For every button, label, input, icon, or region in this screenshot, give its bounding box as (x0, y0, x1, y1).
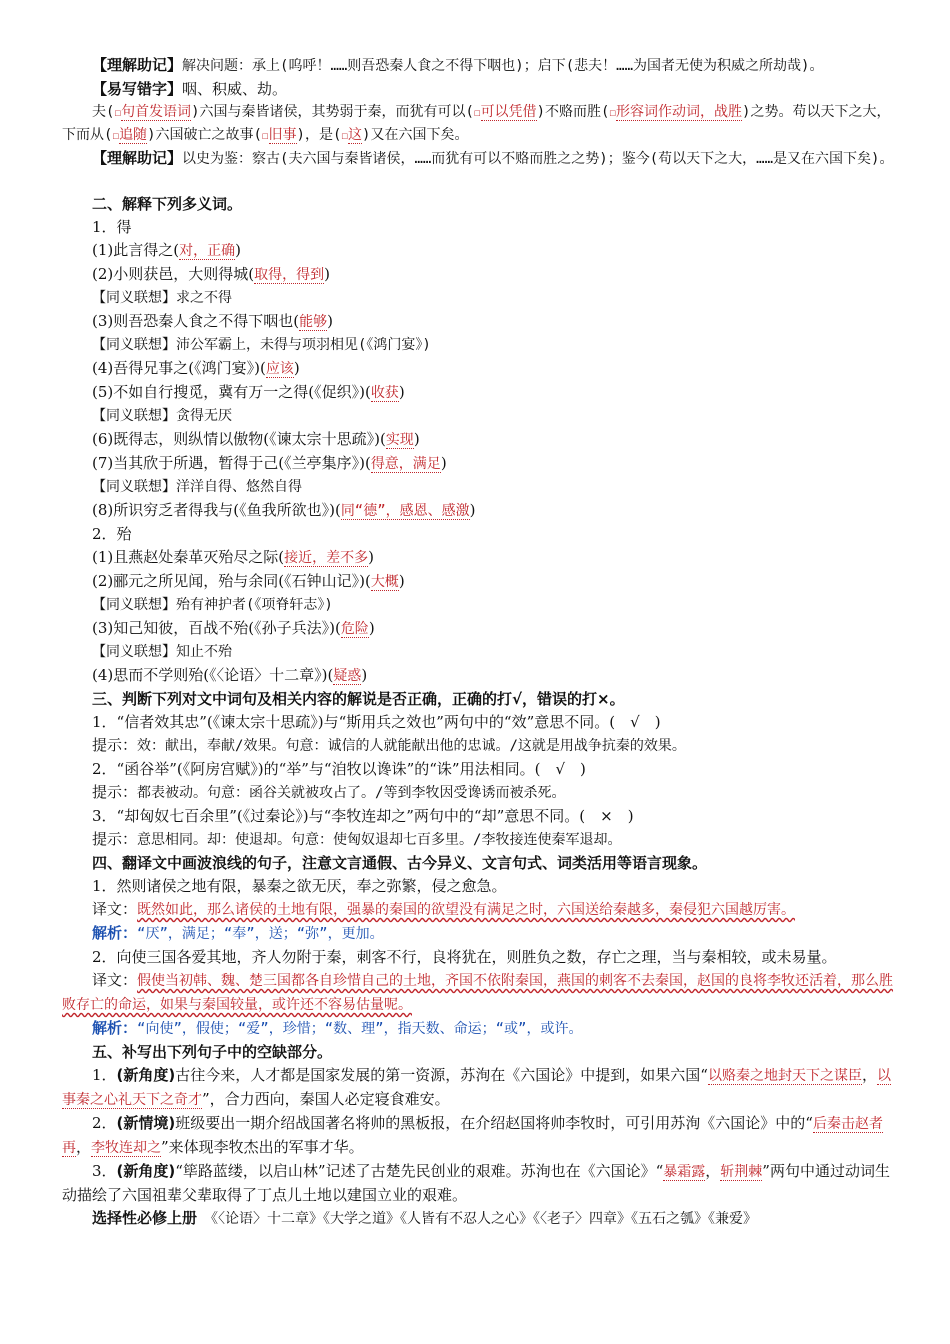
synonym-line: 【同义联想】求之不得 (92, 290, 232, 306)
synonym-line: 【同义联想】殆有神护者(《项脊轩志》) (92, 597, 333, 613)
hint-line: 提示：效：献出，奉献/效果。句意：诚信的人就能献出他的忠诚。/这就是用战争抗秦的效果。 (92, 736, 686, 754)
def-item: (1)且燕赵处秦革灭殆尽之际(接近，差不多) (92, 548, 374, 566)
typo-tag: 【易写错字】 (92, 80, 183, 98)
group-title: 2．殆 (92, 525, 132, 543)
analysis-line: 解析：“厌”，满足；“奉”，送；“弥”，更加。 (92, 924, 384, 942)
def-item: (7)当其欣于所遇，暂得于己(《兰亭集序》)(得意，满足) (92, 454, 447, 472)
typo-line: 【易写错字】咽、积威、劫。 (92, 80, 288, 98)
judge-item: 2．“函谷举”(《阿房宫赋》)的“举”与“洎牧以谗诛”的“诛”用法相同。( √ ) (92, 760, 586, 778)
translate-question: 2．向使三国各爱其地，齐人勿附于秦，刺客不行，良将犹在，则胜负之数，存亡之理，当与秦相较，或未易量。 (92, 948, 837, 966)
passage-annotated: 夫(☐句首发语词)六国与秦皆诸侯，其势弱于秦，而犹有可以(☐可以凭借)不赂而胜(☐形容词作动词，战胜)之势。苟以天下之大，下而从(☐追随)六国破亡之故事(☐旧事)，是(☐这)又在六国下矣。 (62, 104, 891, 143)
judge-item: 1．“信者效其忠”(《谏太宗十思疏》)与“斯用兵之效也”两句中的“效”意思不同。( √ ) (92, 713, 661, 731)
synonym-line: 【同义联想】洋洋自得、悠然自得 (92, 479, 302, 495)
section-4-title: 四、翻译文中画波浪线的句子，注意文言通假、古今异义、文言句式、词类活用等语言现象。 (92, 854, 708, 872)
translation-line: 译文：既然如此，那么诸侯的土地有限，强暴的秦国的欲望没有满足之时，六国送给秦越多，秦侵犯六国越厉害。 (92, 900, 796, 918)
translation-line: 译文：假使当初韩、魏、楚三国都各自珍惜自己的土地，齐国不依附秦国，燕国的刺客不去秦国，赵国的良将李牧还活着，那么胜败存亡的命运，如果与秦国较量，或许还不容易估量呢。 (62, 971, 894, 1013)
check-mark: √ (555, 760, 566, 778)
def-item: (3)知己知彼，百战不殆(《孙子兵法》)(危险) (92, 619, 375, 637)
section-2-title: 二、解释下列多义词。 (92, 195, 243, 213)
memo-tag: 【理解助记】 (92, 56, 183, 74)
translate-question: 1．然则诸侯之地有限，暴秦之欲无厌，奉之弥繁，侵之愈急。 (92, 877, 507, 895)
memo-line-2: 【理解助记】以史为鉴：察古(夫六国与秦皆诸侯，……而犹有可以不赂而胜之之势)；鉴今(苟以天下之大，……是又在六国下矣)。 (92, 149, 894, 167)
answer-blank: 旧事 (268, 127, 297, 143)
answer-blank: 可以凭借 (480, 104, 537, 120)
memo-line-1: 【理解助记】解决问题：承上(呜呼！……则吾恐秦人食之不得下咽也)；启下(悲夫！……为国者无使为积威之所劫哉)。 (92, 56, 824, 74)
synonym-line: 【同义联想】知止不殆 (92, 644, 232, 660)
cross-mark: × (600, 807, 613, 825)
def-item: (3)则吾恐秦人食之不得下咽也(能够) (92, 312, 333, 330)
def-item: (2)小则获邑，大则得城(取得，得到) (92, 265, 330, 283)
section-5-title: 五、补写出下列句子中的空缺部分。 (92, 1043, 333, 1061)
answer-blank: 追随 (119, 127, 148, 143)
def-item: (1)此言得之(对，正确) (92, 241, 241, 259)
synonym-line: 【同义联想】沛公军霸上，未得与项羽相见(《鸿门宴》) (92, 337, 431, 353)
synonym-line: 【同义联想】贪得无厌 (92, 408, 232, 424)
section-3-title: 三、判断下列对文中词句及相关内容的解说是否正确，正确的打√，错误的打×。 (92, 690, 625, 708)
judge-item: 3．“却匈奴七百余里”(《过秦论》)与“李牧连却之”两句中的“却”意思不同。( × ) (92, 807, 634, 825)
answer-blank: 这 (348, 127, 363, 143)
def-item: (4)吾得兄事之(《鸿门宴》)(应该) (92, 359, 300, 377)
def-item: (8)所识穷乏者得我与(《鱼我所欲也》)(同“德”，感恩、感激) (92, 501, 476, 519)
analysis-line: 解析：“向使”，假使；“爱”，珍惜；“数、理”，指天数、命运；“或”，或许。 (92, 1019, 583, 1037)
fill-item: 1．(新角度)古往今来，人才都是国家发展的第一资源，苏洵在《六国论》中提到，如果六国“以赂秦之地封天下之谋臣，以事秦之心礼天下之奇才”，合力西向，秦国人必定寝食难安。 (62, 1066, 891, 1108)
fill-item: 3．(新角度)“筚路蓝缕，以启山林”记述了古楚先民创业的艰难。苏洵也在《六国论》“暴霜露，斩荆棘”两句中通过动词生动描绘了六国祖辈父辈取得了丁点儿土地以建国立业的艰难。 (62, 1162, 890, 1204)
fill-item: 2．(新情境)班级要出一期介绍战国著名将帅的黑板报，在介绍赵国将帅李牧时，可引用苏洵《六国论》中的“后秦击赵者再，李牧连却之”来体现李牧杰出的军事才华。 (62, 1114, 883, 1156)
chapter-footer: 选择性必修上册 《〈论语〉十二章》《大学之道》《人皆有不忍人之心》《〈老子〉四章》《五石之瓠》《兼爱》 (92, 1209, 758, 1227)
group-title: 1．得 (92, 218, 132, 236)
hint-line: 提示：都表被动。句意：函谷关就被攻占了。/等到李牧因受谗诱而被杀死。 (92, 783, 566, 801)
hint-line: 提示：意思相同。却：使退却。句意：使匈奴退却七百多里。/李牧接连使秦军退却。 (92, 830, 622, 848)
answer-blank: 句首发语词 (121, 104, 192, 120)
def-item: (4)思而不学则殆(《〈论语〉十二章》)(疑惑) (92, 666, 368, 684)
def-item: (2)郦元之所见闻，殆与余同(《石钟山记》)(大概) (92, 572, 405, 590)
def-item: (6)既得志，则纵情以傲物(《谏太宗十思疏》)(实现) (92, 430, 420, 448)
def-item: (5)不如自行搜觅，冀有万一之得(《促织》)(收获) (92, 383, 405, 401)
document-page (62, 54, 894, 1231)
check-mark: √ (630, 713, 640, 731)
answer-blank: 形容词作动词，战胜 (616, 104, 743, 120)
